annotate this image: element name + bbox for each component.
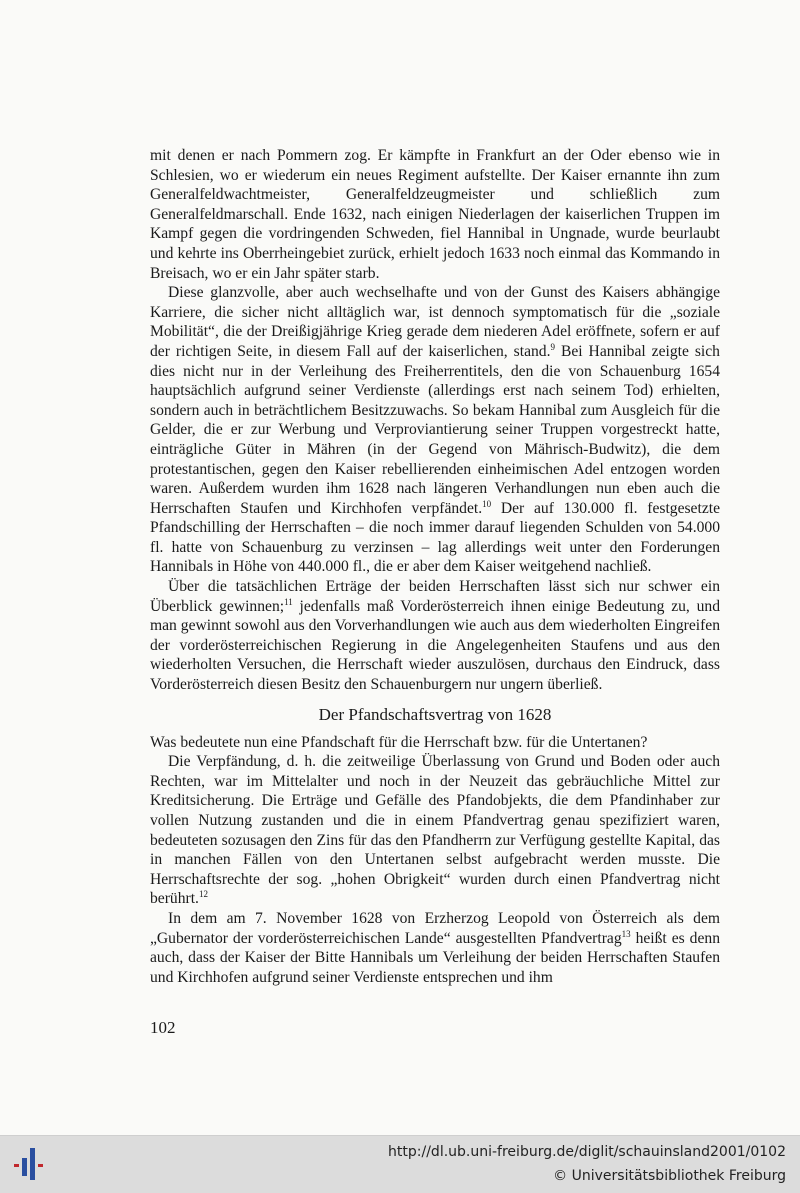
paragraph [150,283,720,577]
paragraph [150,577,720,695]
footnote-ref: 10 [482,498,492,509]
paragraph [150,752,720,909]
page-number: 102 [150,1018,176,1037]
paragraph-group-2 [150,733,720,988]
paragraph-text: jedenfalls maß Vorderösterreich ihnen einige Bedeutung zu, und man gewinnt sowohl aus den Vorverhandlungen wie auch aus dem wiederholten Eingreifen der vorderösterreichischen Regierung in die Angelegenheiten Staufens und aus den wiederholten Versuchen, die Herrschaft wieder auszulösen, durchaus den Eindruck, dass Vorderösterreich diesen Besitz den Schauenburgern nur ungern überließ. [150,597,720,694]
paragraph-text: Über die tatsächlichen Erträge der beiden Herrschaften lässt sich nur schwer ein Überblick gewinnen; [150,578,720,615]
paragraph-text: Die Verpfändung, d. h. die zeitweilige Überlassung von Grund und Boden oder auch Rechten, war im Mittelalter und noch in der Neuzeit das gebräuchliche Mittel zur Kreditsicherung. Die Erträge und Gefälle des Pfandobjekts, die dem Pfandinhaber zur vollen Nutzung zustanden und die in einem Pfandvertrag genau spezifiziert waren, bedeuteten sozusagen den Zins für das den Pfandherrn zur Verfügung gestellte Kapital, das in manchen Fällen von den Untertanen selbst aufgebracht werden musste. Die Herrschaftsrechte der sog. „hohen Obrigkeit“ wurden durch einen Pfandvertrag nicht berührt. [150,753,720,908]
footer-bar [0,1135,800,1193]
paragraph [150,146,720,283]
footer-url-link[interactable]: http://dl.ub.uni-freiburg.de/diglit/schauinsland2001/0102 [388,1144,786,1160]
paragraph-text: In dem am 7. November 1628 von Erzherzog Leopold von Österreich als dem „Gubernator der vorderösterreichischen Lande“ ausgestellten Pfandvertrag [150,909,720,947]
paragraph-text: Diese glanzvolle, aber auch wechselhafte und von der Gunst des Kaisers abhängige Karriere, die sicher nicht alltäglich war, ist dennoch symptomatisch für die „soziale Mobilität“, die der Dreißigjährige Krieg gerade dem niederen Adel eröffnete, sofern er auf der richtigen Seite, in diesem Fall auf der kaiserlichen, stand. [150,284,720,360]
footnote-ref: 9 [550,341,555,352]
footnote-ref: 12 [198,889,208,900]
footnote-ref: 13 [621,928,631,939]
paragraph [150,909,720,987]
footer-copyright: © Universitätsbibliothek Freiburg [553,1168,786,1184]
paragraph-text: Bei Hannibal zeigte sich dies nicht nur in der Verleihung des Freiherrentitels, den die von Schauenburg 1654 hauptsächlich aufgrund seiner Verdienste (allerdings erst nach seinem Tod) erhielten, sondern auch in beträchtlichem Besitzzuwachs. So bekam Hannibal zum Ausgleich für die Gelder, die er zur Werbung und Verproviantierung seiner Truppen vorgestreckt hatte, einträgliche Güter in Mähren (in der Gegend von Mährisch-Budwitz), die dem protestantischen, gegen den Kaiser rebellierenden einheimischen Adel entzogen worden waren. Außerdem wurden ihm 1628 nach längeren Verhandlungen nun eben auch die Herrschaften Staufen und Kirchhofen verpfändet. [150,342,720,517]
paragraph-text: Was bedeutete nun eine Pfandschaft für die Herrschaft bzw. für die Untertanen? [150,733,648,751]
section-heading: Der Pfandschaftsvertrag von 1628 [318,704,552,724]
footnote-ref: 11 [284,596,293,607]
ub-freiburg-logo-icon [10,1144,50,1184]
paragraph-text: heißt es denn auch, dass der Kaiser der Bitte Hannibals um Verleihung der beiden Herrschaften Staufen und Kirchhofen aufgrund seiner Verdienste entsprechen und ihm [150,929,720,986]
paragraph-group-1 [150,146,720,695]
paragraph-text: mit denen er nach Pommern zog. Er kämpfte in Frankfurt an der Oder ebenso wie in Schlesien, wo er wiederum ein neues Regiment aufstellte. Der Kaiser ernannte ihn zum Generalfeldwachtmeister, Generalfeldzeugmeister und schließlich zum Generalfeldmarschall. Ende 1632, nach einigen Niederlagen der kaiserlichen Truppen im Kampf gegen die vordringenden Schweden, fiel Hannibal in Ungnade, wurde beurlaubt und kehrte ins Oberrheingebiet zurück, erhielt jedoch 1633 noch einmal das Kommando in Breisach, wo er ein Jahr später starb. [150,147,720,282]
paragraph-text: Der auf 130.000 fl. festgesetzte Pfandschilling der Herrschaften – die noch immer darauf liegenden Schulden von 54.000 fl. hatte von Schauenburg zu verzinsen – lag allerdings weit unter den Forderungen Hannibals in Höhe von 440.000 fl., die er aber dem Kaiser weitgehend nachließ. [150,499,720,576]
body-text [150,146,720,987]
paragraph [150,733,720,753]
